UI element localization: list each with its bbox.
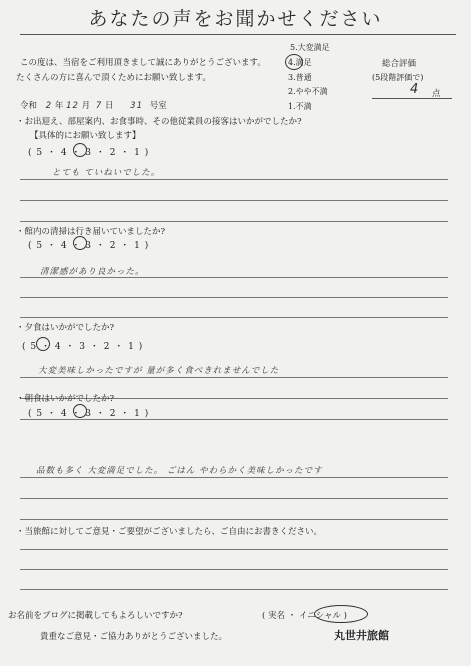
q2-answer: 清潔感があり良かった。 bbox=[40, 267, 145, 277]
question-1: ・お出迎え、部屋案内、お食事時、その他従業員の接客はいかがでしたか? bbox=[16, 117, 302, 127]
page-title: あなたの声をお聞かせください bbox=[88, 8, 383, 30]
overall-label: 総合評価 bbox=[382, 59, 417, 69]
q1-rule-3 bbox=[20, 221, 448, 222]
scale-item-2: 2.やや不満 bbox=[288, 87, 328, 96]
q1-selected-circle bbox=[73, 143, 87, 157]
comments-prompt: ・当旅館に対してご意見・ご要望がございましたら、ご自由にお書きください。 bbox=[16, 527, 323, 537]
comments-rule-1 bbox=[20, 549, 448, 550]
question-3: ・夕食はいかがでしたか? bbox=[16, 323, 115, 333]
q4-scale: ( 5 ・ 4 ・ 3 ・ 2 ・ 1 ) bbox=[28, 409, 150, 419]
comments-rule-2 bbox=[20, 569, 448, 570]
scale-item-1: 1.不満 bbox=[288, 102, 312, 111]
q1-rule-1 bbox=[20, 179, 448, 180]
selected-mark bbox=[285, 54, 303, 70]
q1-rule-2 bbox=[20, 200, 448, 201]
question-2: ・館内の清掃は行き届いていましたか? bbox=[16, 227, 166, 237]
q2-scale: ( 5 ・ 4 ・ 3 ・ 2 ・ 1 ) bbox=[28, 241, 150, 251]
q4-selected-circle bbox=[73, 404, 87, 418]
q3-scale: ( 5 ・ 4 ・ 3 ・ 2 ・ 1 ) bbox=[22, 342, 144, 352]
title-underline bbox=[20, 34, 456, 35]
thanks-message: 貴重なご意見・ご協力ありがとうございました。 bbox=[40, 632, 228, 642]
q4-rule-3 bbox=[20, 519, 448, 520]
room-unit: 号室 bbox=[149, 101, 167, 111]
blog-selected-circle bbox=[314, 605, 368, 623]
stay-date-room bbox=[20, 99, 167, 111]
overall-underline bbox=[372, 98, 452, 99]
q4-rule-1 bbox=[20, 477, 448, 478]
comments-rule-3 bbox=[20, 589, 448, 590]
overall-score: 4 bbox=[410, 82, 420, 97]
overall-sublabel: (5段階評価で) bbox=[372, 73, 424, 82]
day-value: 7 bbox=[95, 101, 103, 111]
year-value: 2 bbox=[45, 101, 53, 111]
q4-answer: 品数も多く 大変満足でした。 ごはん やわらかく美味しかったです bbox=[36, 466, 323, 476]
q1-scale: ( 5 ・ 4 ・ 3 ・ 2 ・ 1 ) bbox=[28, 148, 150, 158]
year-unit: 年 bbox=[54, 101, 64, 111]
q2-rule-3 bbox=[20, 317, 448, 318]
blog-options: ( 実名 ・ イニシャル ) bbox=[262, 611, 347, 621]
era: 令和 bbox=[20, 101, 38, 111]
month-value: 12 bbox=[66, 101, 79, 111]
day-unit: 日 bbox=[104, 101, 114, 111]
room-value: 31 bbox=[130, 101, 143, 111]
scale-item-3: 3.普通 bbox=[288, 73, 312, 82]
blog-option-real-name: 実名 bbox=[268, 611, 286, 621]
question-4: ・朝食はいかがでしたか? bbox=[16, 394, 115, 404]
q4-rule-2 bbox=[20, 498, 448, 499]
scale-item-5: 5.大変満足 bbox=[290, 43, 330, 52]
q3-selected-circle bbox=[36, 337, 50, 351]
blog-question: お名前をブログに掲載してもよろしいですか? bbox=[8, 611, 183, 621]
q3-rule-3 bbox=[20, 419, 448, 420]
q2-selected-circle bbox=[73, 236, 87, 250]
blog-option-initial: イニシャル bbox=[298, 611, 341, 621]
intro-line-1: この度は、当宿をご利用頂きまして誠にありがとうございます。 bbox=[20, 58, 266, 68]
inn-signature: 丸世井旅館 bbox=[334, 629, 389, 642]
q3-rule-1 bbox=[20, 377, 448, 378]
q1-answer: とても ていねいでした。 bbox=[52, 168, 161, 178]
overall-unit: 点 bbox=[432, 89, 441, 99]
scale-item-4: 4.満足 bbox=[288, 58, 312, 67]
q2-rule-2 bbox=[20, 297, 448, 298]
month-unit: 月 bbox=[81, 101, 91, 111]
q2-rule-1 bbox=[20, 277, 448, 278]
q3-answer: 大変美味しかったですが 量が多く食べきれませんでした bbox=[38, 366, 280, 376]
specific-prompt: 【具体的にお願い致します】 bbox=[30, 131, 141, 141]
intro-line-2: たくさんの方に喜んで頂くためにお願い致します。 bbox=[16, 73, 211, 83]
